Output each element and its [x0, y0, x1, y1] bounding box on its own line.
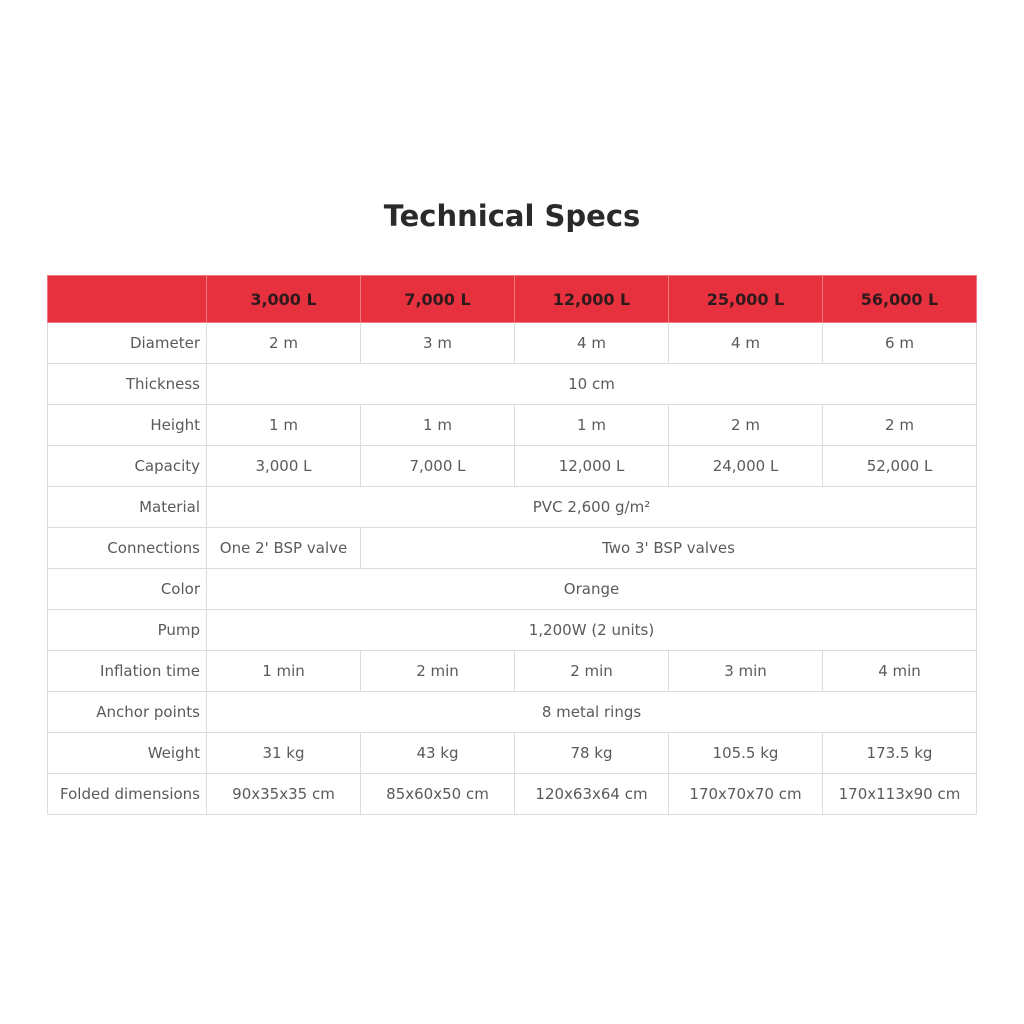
table-cell: 7,000 L: [361, 446, 515, 487]
table-cell: 1,200W (2 units): [207, 610, 977, 651]
table-cell: 3 min: [669, 651, 823, 692]
table-cell: 3,000 L: [207, 446, 361, 487]
row-label: Anchor points: [48, 692, 207, 733]
row-label: Material: [48, 487, 207, 528]
table-row: [48, 528, 977, 569]
table-cell: 173.5 kg: [823, 733, 977, 774]
table-cell: 1 m: [207, 405, 361, 446]
table-row: [48, 446, 977, 487]
table-cell: Orange: [207, 569, 977, 610]
table-cell: One 2' BSP valve: [207, 528, 361, 569]
table-cell: 3 m: [361, 323, 515, 364]
table-row: [48, 774, 977, 815]
table-cell: 4 m: [669, 323, 823, 364]
row-label: Folded dimensions: [48, 774, 207, 815]
column-header: 3,000 L: [207, 276, 361, 323]
table-cell: 120x63x64 cm: [515, 774, 669, 815]
table-cell: 8 metal rings: [207, 692, 977, 733]
row-label: Weight: [48, 733, 207, 774]
column-header: 12,000 L: [515, 276, 669, 323]
table-cell: 1 m: [515, 405, 669, 446]
table-row: [48, 323, 977, 364]
table-cell: 4 min: [823, 651, 977, 692]
table-cell: 31 kg: [207, 733, 361, 774]
page-title: Technical Specs: [383, 199, 641, 233]
table-cell: 2 min: [361, 651, 515, 692]
table-cell: 52,000 L: [823, 446, 977, 487]
table-row: [48, 569, 977, 610]
table-cell: 78 kg: [515, 733, 669, 774]
column-header: 7,000 L: [361, 276, 515, 323]
table-cell: 2 min: [515, 651, 669, 692]
table-cell: 170x113x90 cm: [823, 774, 977, 815]
table-row: [48, 651, 977, 692]
row-label: Thickness: [48, 364, 207, 405]
row-label: Connections: [48, 528, 207, 569]
header-corner-cell: [48, 276, 207, 323]
row-label: Color: [48, 569, 207, 610]
row-label: Height: [48, 405, 207, 446]
table-cell: 12,000 L: [515, 446, 669, 487]
table-cell: 2 m: [823, 405, 977, 446]
table-cell: 1 min: [207, 651, 361, 692]
table-cell: 105.5 kg: [669, 733, 823, 774]
table-cell: 170x70x70 cm: [669, 774, 823, 815]
table-body: [48, 323, 977, 815]
row-label: Inflation time: [48, 651, 207, 692]
table-row: [48, 733, 977, 774]
table-row: [48, 487, 977, 528]
table-row: [48, 364, 977, 405]
table-header-row: [48, 276, 977, 323]
row-label: Pump: [48, 610, 207, 651]
table-row: [48, 692, 977, 733]
table-cell: 4 m: [515, 323, 669, 364]
table-cell: 85x60x50 cm: [361, 774, 515, 815]
table-cell: 2 m: [207, 323, 361, 364]
table-cell: 43 kg: [361, 733, 515, 774]
table-cell: 2 m: [669, 405, 823, 446]
column-header: 56,000 L: [823, 276, 977, 323]
table-cell: 24,000 L: [669, 446, 823, 487]
specs-table: [47, 275, 977, 815]
table-row: [48, 610, 977, 651]
table-cell: 1 m: [361, 405, 515, 446]
table-row: [48, 405, 977, 446]
column-header: 25,000 L: [669, 276, 823, 323]
table-cell: 6 m: [823, 323, 977, 364]
table-cell: Two 3' BSP valves: [361, 528, 977, 569]
table-cell: PVC 2,600 g/m²: [207, 487, 977, 528]
row-label: Capacity: [48, 446, 207, 487]
table-cell: 90x35x35 cm: [207, 774, 361, 815]
row-label: Diameter: [48, 323, 207, 364]
table-cell: 10 cm: [207, 364, 977, 405]
